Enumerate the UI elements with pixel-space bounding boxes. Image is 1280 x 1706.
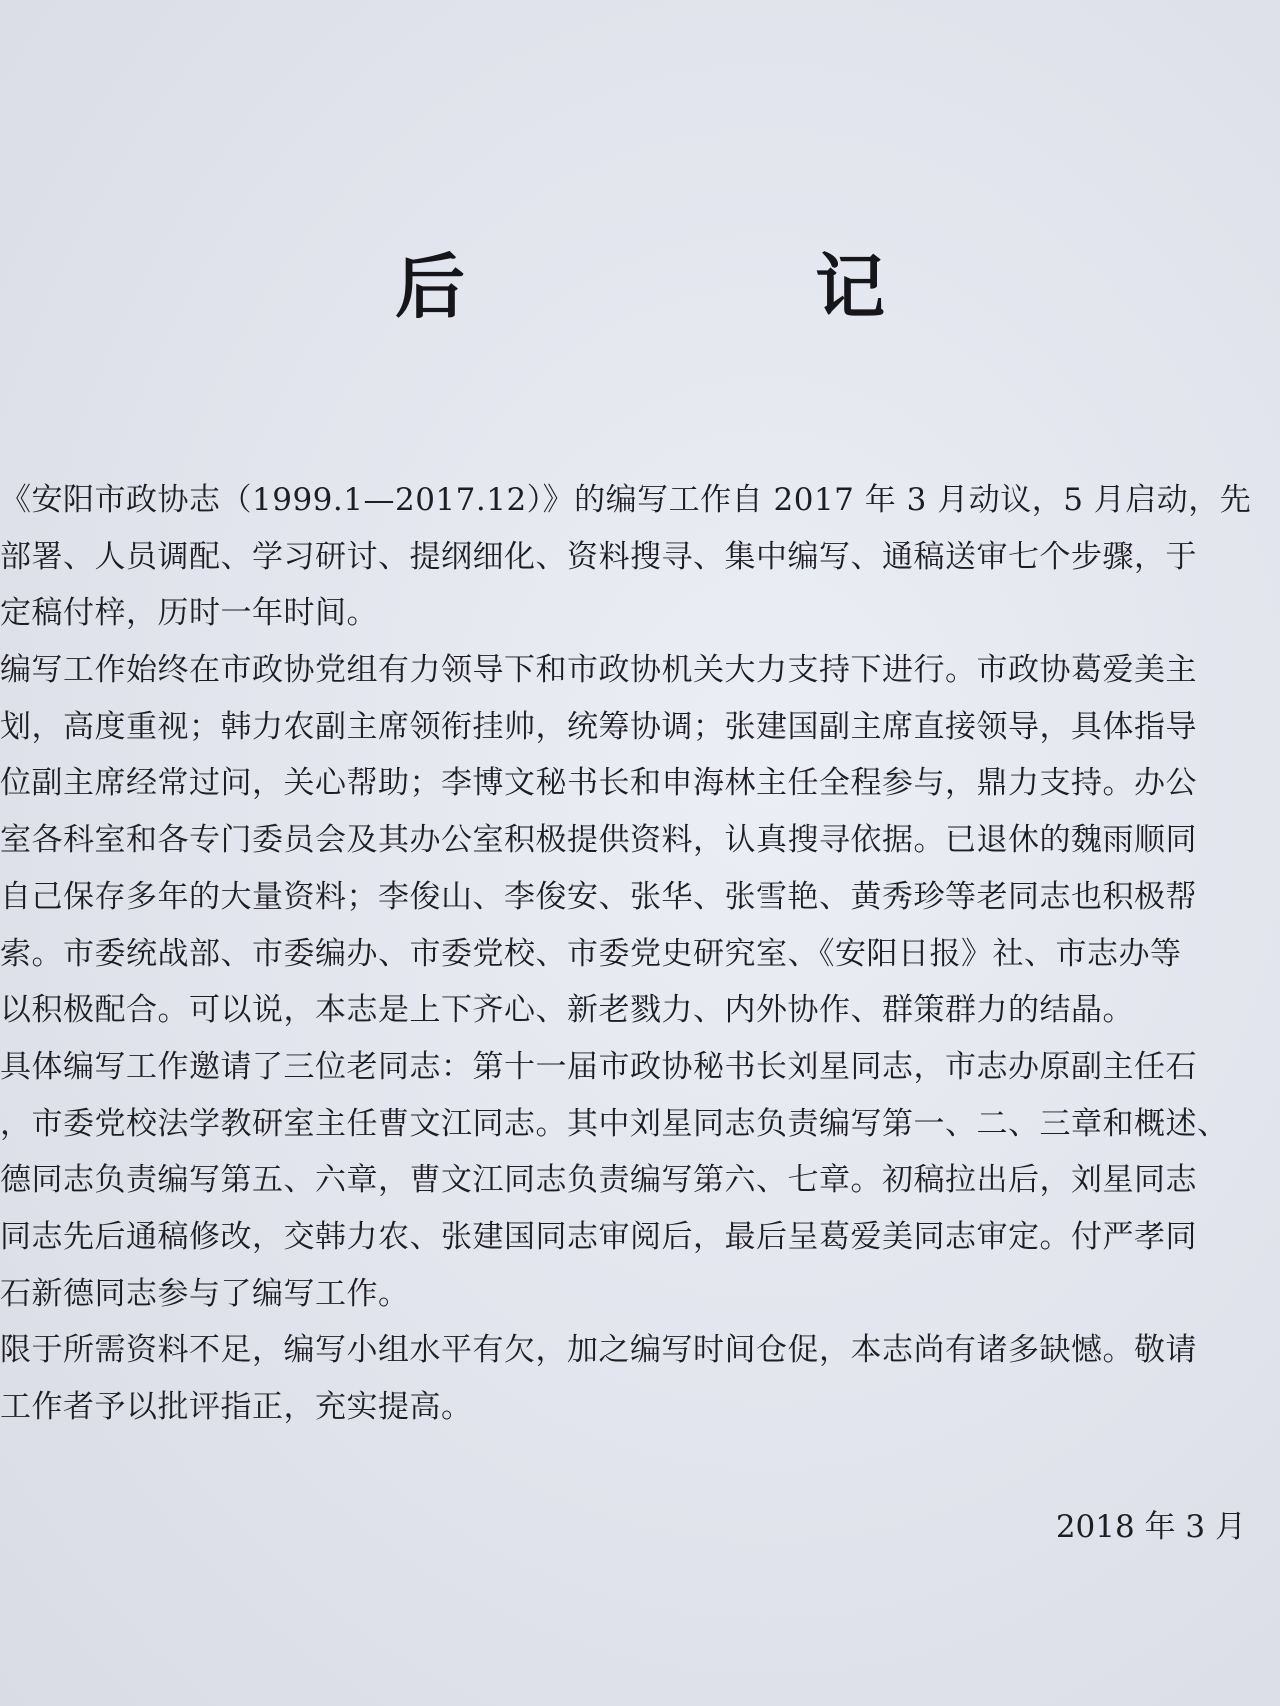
text-line: 位副主席经常过问，关心帮助；李博文秘书长和申海林主任全程参与，鼎力支持。办公 xyxy=(0,765,1197,802)
text-line: 《安阳市政协志（1999.1—2017.12）》的编写工作自 2017 年 3 月动议，5 月启动，先 xyxy=(0,482,1252,518)
text-line: ，市委党校法学教研室主任曹文江同志。其中刘星同志负责编写第一、二、三章和概述、 xyxy=(0,1105,1229,1142)
text-line: 定稿付梓，历时一年时间。 xyxy=(0,595,378,632)
text-line: 编写工作始终在市政协党组有力领导下和市政协机关大力支持下进行。市政协葛爱美主 xyxy=(0,652,1197,689)
text-line: 石新德同志参与了编写工作。 xyxy=(0,1275,410,1312)
text-line: 索。市委统战部、市委编办、市委党校、市委党史研究室、《安阳日报》社、市志办等 xyxy=(0,935,1182,972)
text-line: 自己保存多年的大量资料；李俊山、李俊安、张华、张雪艳、黄秀珍等老同志也积极帮 xyxy=(0,878,1197,915)
document-date: 2018 年 3 月 xyxy=(1055,1509,1246,1545)
text-line: 工作者予以批评指正，充实提高。 xyxy=(0,1389,473,1425)
document-body xyxy=(0,472,1280,1436)
text-line: 限于所需资料不足，编写小组水平有欠，加之编写时间仓促，本志尚有诸多缺憾。敬请 xyxy=(0,1332,1197,1369)
text-line: 室各科室和各专门委员会及其办公室积极提供资料，认真搜寻依据。已退休的魏雨顺同 xyxy=(0,822,1197,859)
document-title: 后 记 xyxy=(395,246,1025,328)
text-line: 同志先后通稿修改，交韩力农、张建国同志审阅后，最后呈葛爱美同志审定。付严孝同 xyxy=(0,1218,1197,1255)
text-line: 划，高度重视；韩力农副主席领衔挂帅，统筹协调；张建国副主席直接领导，具体指导 xyxy=(0,708,1197,745)
text-line: 部署、人员调配、学习研讨、提纲细化、资料搜寻、集中编写、通稿送审七个步骤，于 xyxy=(0,538,1197,575)
text-line: 德同志负责编写第五、六章，曹文江同志负责编写第六、七章。初稿拉出后，刘星同志 xyxy=(0,1162,1197,1199)
text-line: 具体编写工作邀请了三位老同志：第十一届市政协秘书长刘星同志，市志办原副主任石 xyxy=(0,1048,1197,1085)
text-line: 以积极配合。可以说，本志是上下齐心、新老戮力、内外协作、群策群力的结晶。 xyxy=(0,992,1134,1029)
